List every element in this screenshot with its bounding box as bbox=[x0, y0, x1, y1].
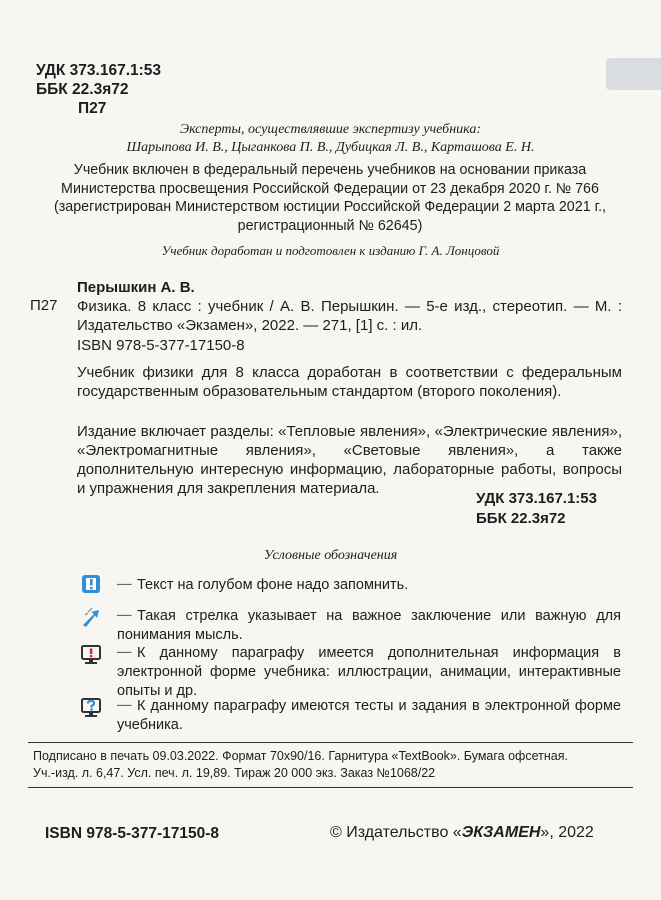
udk-index-right: УДК 373.167.1:53 bbox=[476, 490, 597, 507]
bbk-index: ББК 22.3я72 bbox=[36, 81, 129, 98]
isbn-catalog: ISBN 978-5-377-17150-8 bbox=[77, 337, 245, 354]
prepared-by: Учебник доработан и подготовлен к изданию Г. А. Лонцовой bbox=[161, 243, 500, 258]
approval-line: Учебник включен в федеральный перечень учебников на основании приказа bbox=[73, 162, 587, 178]
publisher-name: ЭКЗАМЕН bbox=[461, 824, 541, 841]
bibliographic-record: Физика. 8 класс : учебник / А. В. Перышкин. — 5-е изд., стереотип. — М. : Издательство «Экзамен», 2022. — 271, [1] с. : ил. bbox=[77, 298, 622, 334]
isbn-footer: ISBN 978-5-377-17150-8 bbox=[45, 825, 220, 842]
legend-title: Условные обозначения bbox=[263, 548, 398, 563]
annotation-paragraph: Учебник физики для 8 класса доработан в соответствии с федеральным государственным образовательным стандартом (второго поколения). bbox=[77, 364, 622, 400]
imprint-line: Подписано в печать 09.03.2022. Формат 70х90/16. Гарнитура «TextBook». Бумага офсетная. bbox=[33, 749, 568, 763]
page-edge-shadow bbox=[606, 58, 661, 90]
copyright bbox=[330, 824, 594, 842]
legend-dash: — bbox=[117, 576, 132, 592]
monitor-exclamation-icon bbox=[80, 643, 102, 667]
legend-dash: — bbox=[117, 697, 132, 713]
author-name: Перышкин А. В. bbox=[77, 279, 195, 296]
approval-note bbox=[40, 161, 620, 235]
experts-title: Эксперты, осуществлявшие экспертизу учебника: bbox=[179, 122, 482, 137]
experts-names: Шарыпова И. В., Цыганкова П. В., Дубицкая Л. В., Карташова Е. Н. bbox=[126, 140, 535, 155]
legend-item-text: Такая стрелка указывает на важное заключение или важную для понимания мысль. bbox=[117, 608, 621, 643]
catalog-code: П27 bbox=[30, 297, 58, 314]
bbk-index-right: ББК 22.3я72 bbox=[476, 510, 566, 527]
approval-line: регистрационный № 62645) bbox=[237, 217, 423, 234]
legend-item-text: Текст на голубом фоне надо запомнить. bbox=[137, 577, 409, 593]
exclamation-icon bbox=[80, 572, 102, 596]
approval-line: (зарегистрирован Министерством юстиции Российской Федерации 2 марта 2021 г., bbox=[53, 199, 607, 215]
udk-index: УДК 373.167.1:53 bbox=[36, 62, 162, 79]
approval-line: Министерства просвещения Российской Федерации от 23 декабря 2020 г. № 766 bbox=[61, 180, 599, 197]
p27-code: П27 bbox=[78, 100, 107, 117]
divider-top bbox=[28, 742, 633, 743]
legend-item-text: К данному параграфу имеются тесты и задания в электронной форме учебника. bbox=[117, 698, 621, 733]
imprint-line: Уч.-изд. л. 6,47. Усл. печ. л. 19,89. Тираж 20 000 экз. Заказ №1068/22 bbox=[33, 766, 436, 780]
monitor-question-icon bbox=[80, 696, 102, 720]
legend-dash: — bbox=[117, 644, 132, 660]
annotation-paragraph: Издание включает разделы: «Тепловые явления», «Электрические явления», «Электромагнитные явления», «Световые явления», а также дополнительную интересную информацию, лабораторные работы, вопросы и упражнения для закрепления материала. bbox=[77, 423, 622, 497]
legend-item-text: К данному параграфу имеется дополнительная информация в электронной форме учебника: иллюстрации, анимации, интерактивные опыты и др. bbox=[117, 645, 621, 699]
divider-bottom bbox=[28, 787, 633, 788]
legend-dash: — bbox=[117, 607, 132, 623]
arrow-icon bbox=[80, 606, 102, 630]
copyright-suffix: », 2022 bbox=[540, 824, 594, 841]
copyright-prefix: © Издательство « bbox=[330, 824, 462, 841]
